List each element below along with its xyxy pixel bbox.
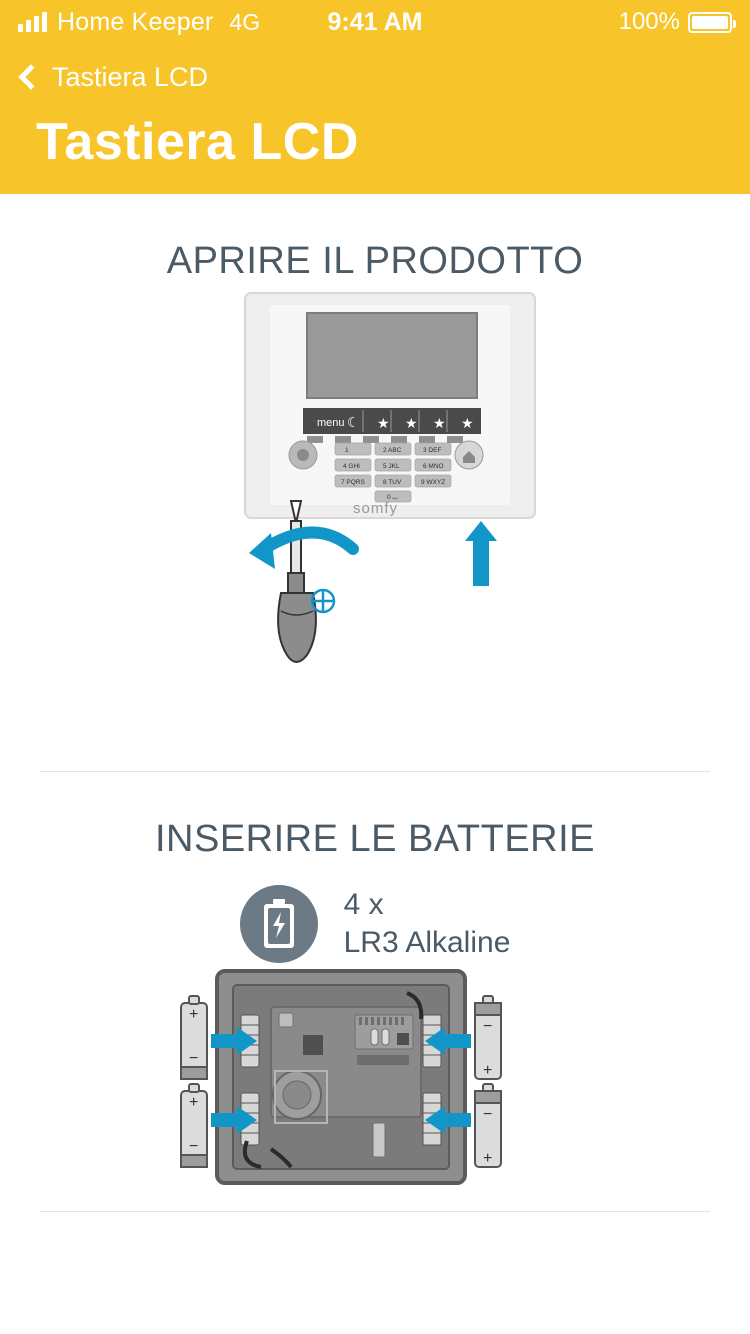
rotate-arrow-icon — [261, 532, 353, 551]
battery-compartment-svg — [175, 963, 575, 1193]
svg-text:6 MNO: 6 MNO — [423, 463, 444, 470]
status-bar-left — [18, 8, 260, 37]
rotate-arrow-head — [249, 533, 275, 569]
svg-text:−: − — [483, 1106, 493, 1123]
svg-text:+: + — [189, 1094, 199, 1111]
arrow-up-blue — [465, 521, 497, 586]
battery-spec — [0, 885, 750, 963]
svg-text:★: ★ — [405, 416, 418, 432]
section-title: APRIRE IL PRODOTTO — [166, 240, 584, 282]
carrier-label: Home Keeper — [57, 7, 214, 36]
svg-text:5 JKL: 5 JKL — [383, 463, 400, 470]
svg-text:1: 1 — [345, 447, 349, 454]
network-type-label: 4G — [229, 8, 261, 35]
svg-text:−: − — [189, 1050, 199, 1067]
back-button[interactable] — [0, 44, 750, 96]
svg-text:somfy: somfy — [353, 500, 399, 517]
section-open-product — [0, 194, 750, 772]
svg-text:8 TUV: 8 TUV — [383, 479, 402, 486]
svg-text:3 DEF: 3 DEF — [423, 447, 442, 454]
screwdriver-illustration — [278, 501, 316, 662]
svg-text:★: ★ — [433, 416, 446, 432]
svg-text:0 ⌴: 0 ⌴ — [387, 494, 398, 501]
battery-full-icon — [688, 12, 732, 33]
battery-left-bottom — [181, 1084, 207, 1167]
svg-text:2 ABC: 2 ABC — [383, 447, 402, 454]
battery-spec-text — [344, 886, 511, 963]
battery-right-top — [475, 996, 501, 1079]
svg-text:+: + — [483, 1150, 493, 1167]
svg-text:−: − — [483, 1018, 493, 1035]
svg-text:9 WXYZ: 9 WXYZ — [421, 479, 446, 486]
page-header — [0, 44, 750, 194]
battery-left-top — [181, 996, 207, 1079]
status-bar — [0, 0, 750, 44]
battery-percent-label: 100% — [618, 8, 680, 35]
insert-batteries-illustration — [0, 963, 750, 1193]
status-bar-right — [619, 8, 732, 36]
screw-target-icon — [311, 589, 335, 613]
battery-right-bottom — [475, 1084, 501, 1167]
svg-text:+: + — [483, 1062, 493, 1079]
svg-text:★: ★ — [461, 416, 474, 432]
content-area — [0, 194, 750, 1212]
battery-quantity: 4 x — [343, 887, 384, 921]
battery-icon — [240, 885, 318, 963]
svg-text:☾: ☾ — [347, 415, 360, 431]
svg-text:menu: menu — [317, 417, 345, 429]
battery-type: LR3 Alkaline — [343, 926, 511, 959]
clock-label: 9:41 AM — [327, 7, 423, 36]
svg-text:7 PQRS: 7 PQRS — [341, 479, 365, 486]
svg-text:4 GHI: 4 GHI — [343, 463, 360, 470]
back-button-label: Tastiera LCD — [52, 61, 209, 92]
svg-text:★: ★ — [377, 416, 390, 432]
signal-bars-icon — [18, 12, 47, 32]
open-product-svg — [95, 283, 655, 753]
svg-text:+: + — [189, 1006, 199, 1023]
battery-glyph — [262, 899, 296, 949]
section-insert-batteries — [0, 772, 750, 1212]
section-divider — [40, 1211, 710, 1212]
section-title: INSERIRE LE BATTERIE — [154, 818, 596, 860]
open-product-illustration — [0, 283, 750, 753]
chevron-left-icon — [18, 64, 43, 89]
svg-text:−: − — [189, 1138, 199, 1155]
page-title: Tastiera LCD — [36, 113, 359, 171]
